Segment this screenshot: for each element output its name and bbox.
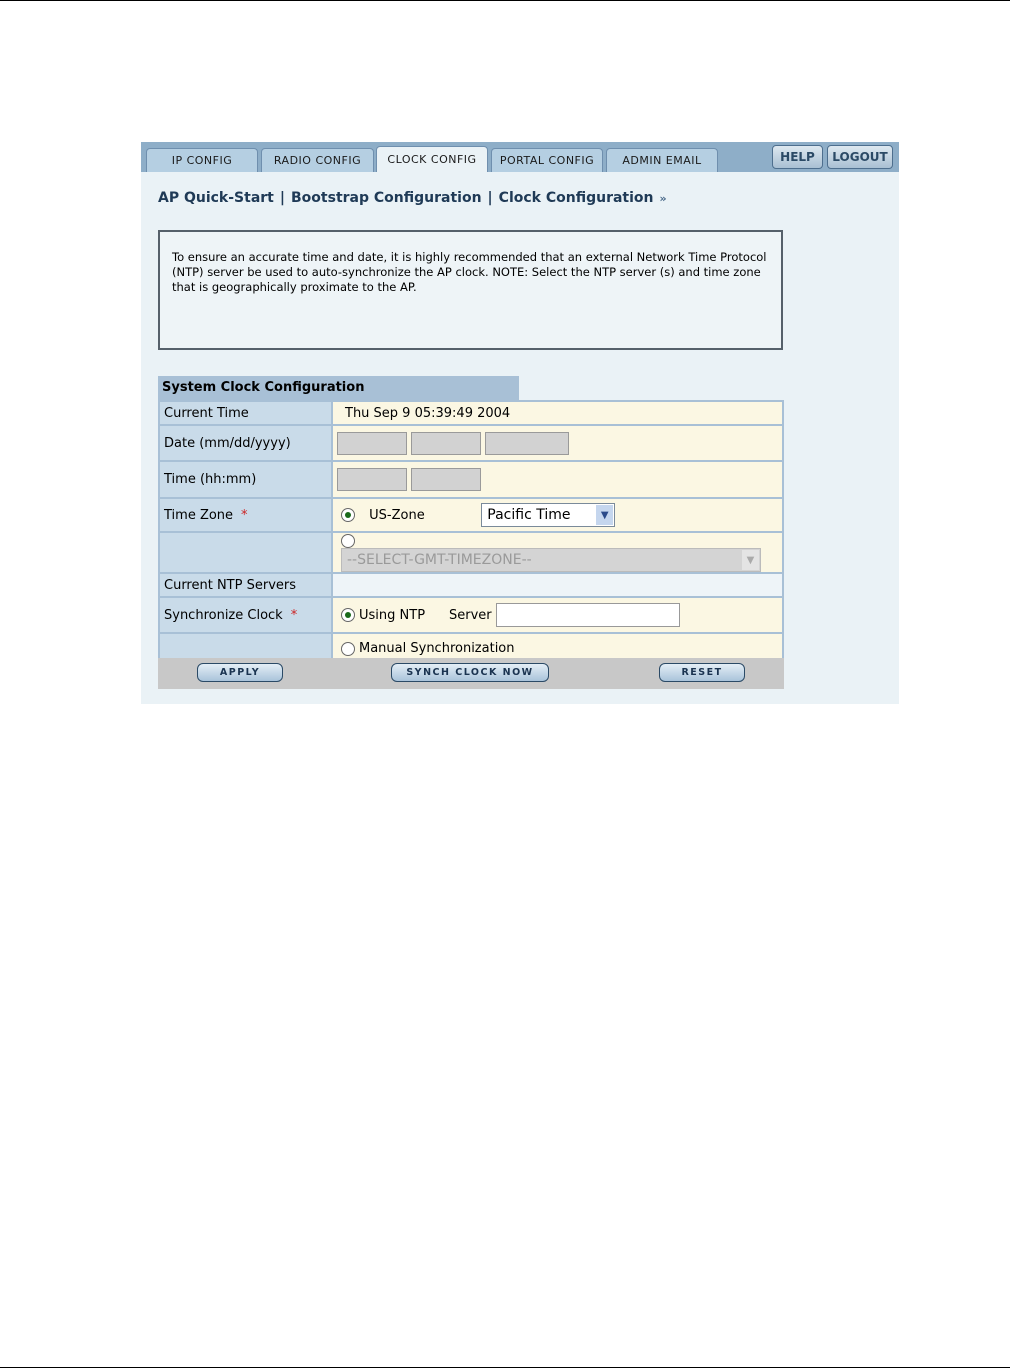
us-zone-select[interactable]	[481, 503, 615, 527]
time-hour-input[interactable]	[337, 468, 407, 491]
ntp-server-input[interactable]	[496, 603, 680, 627]
us-zone-label: US-Zone	[369, 507, 425, 523]
ntp-servers-label: Current NTP Servers	[159, 573, 332, 597]
gmt-zone-cell	[332, 532, 783, 573]
sync-clock-label-cell	[159, 597, 332, 633]
ntp-servers-value	[332, 573, 783, 597]
server-label: Server	[449, 607, 492, 623]
us-zone-cell	[332, 498, 783, 532]
date-fields	[332, 425, 783, 461]
gmt-zone-label-cell	[159, 532, 332, 573]
row-sync-clock	[159, 597, 783, 633]
us-zone-selected-value: Pacific Time	[487, 507, 571, 523]
current-time-label: Current Time	[159, 401, 332, 425]
tab-clock-config[interactable]: CLOCK CONFIG	[376, 146, 488, 172]
date-day-input[interactable]	[411, 432, 481, 455]
info-note-text: To ensure an accurate time and date, it is highly recommended that an external Network Time Protocol (NTP) server be used to auto-synchronize the AP clock. NOTE: Select the NTP server (s) and time zone that is geographically proximate to the AP.	[172, 250, 767, 294]
time-zone-label: Time Zone	[164, 507, 234, 523]
time-zone-label-cell	[159, 498, 332, 532]
using-ntp-label: Using NTP	[359, 607, 426, 623]
breadcrumb-separator: |	[487, 190, 493, 206]
us-zone-radio[interactable]	[341, 508, 355, 522]
manual-sync-label: Manual Synchronization	[359, 641, 515, 656]
time-minute-input[interactable]	[411, 468, 481, 491]
reset-button[interactable]: RESET	[659, 663, 745, 682]
row-gmt-zone	[159, 532, 783, 573]
sync-clock-label: Synchronize Clock	[164, 607, 283, 623]
logout-button[interactable]: LOGOUT	[827, 145, 893, 169]
current-time-value: Thu Sep 9 05:39:49 2004	[332, 401, 783, 425]
breadcrumb-ap-quick-start[interactable]: AP Quick-Start	[158, 190, 274, 206]
chevron-down-icon: ▼	[596, 505, 613, 525]
clock-config-window	[141, 142, 899, 704]
apply-button[interactable]: APPLY	[197, 663, 283, 682]
using-ntp-radio[interactable]	[341, 608, 355, 622]
date-month-input[interactable]	[337, 432, 407, 455]
page-bottom-rule	[0, 1367, 1010, 1368]
row-time-zone	[159, 498, 783, 532]
breadcrumb	[158, 190, 667, 206]
action-bar	[158, 658, 784, 689]
breadcrumb-clock-configuration: Clock Configuration	[498, 190, 654, 206]
help-button[interactable]: HELP	[772, 145, 823, 169]
row-date	[159, 425, 783, 461]
gmt-zone-radio[interactable]	[341, 534, 355, 548]
synch-clock-now-button[interactable]: SYNCH CLOCK NOW	[391, 663, 549, 682]
row-current-time	[159, 401, 783, 425]
clock-config-form	[158, 400, 784, 665]
manual-sync-radio[interactable]	[341, 642, 355, 656]
gmt-timezone-placeholder: --SELECT-GMT-TIMEZONE--	[347, 552, 532, 568]
page-top-rule	[0, 0, 1010, 1]
tab-bar	[141, 142, 899, 172]
required-asterisk: *	[241, 507, 248, 523]
using-ntp-cell	[332, 597, 783, 633]
tab-ip-config[interactable]: IP CONFIG	[146, 148, 258, 172]
tab-admin-email[interactable]: ADMIN EMAIL	[606, 148, 718, 172]
breadcrumb-separator: |	[279, 190, 286, 206]
date-year-input[interactable]	[485, 432, 569, 455]
section-title: System Clock Configuration	[158, 376, 519, 400]
tab-portal-config[interactable]: PORTAL CONFIG	[491, 148, 603, 172]
breadcrumb-bootstrap-configuration[interactable]: Bootstrap Configuration	[291, 190, 482, 206]
gmt-timezone-select[interactable]	[341, 548, 761, 572]
chevron-down-icon: ▼	[742, 550, 759, 570]
row-ntp-servers	[159, 573, 783, 597]
info-note-box	[158, 230, 783, 350]
date-label: Date (mm/dd/yyyy)	[159, 425, 332, 461]
double-chevron-right-icon: »	[659, 192, 667, 205]
row-time	[159, 461, 783, 498]
tab-radio-config[interactable]: RADIO CONFIG	[261, 148, 374, 172]
time-label: Time (hh:mm)	[159, 461, 332, 498]
time-fields	[332, 461, 783, 498]
required-asterisk: *	[290, 607, 298, 623]
